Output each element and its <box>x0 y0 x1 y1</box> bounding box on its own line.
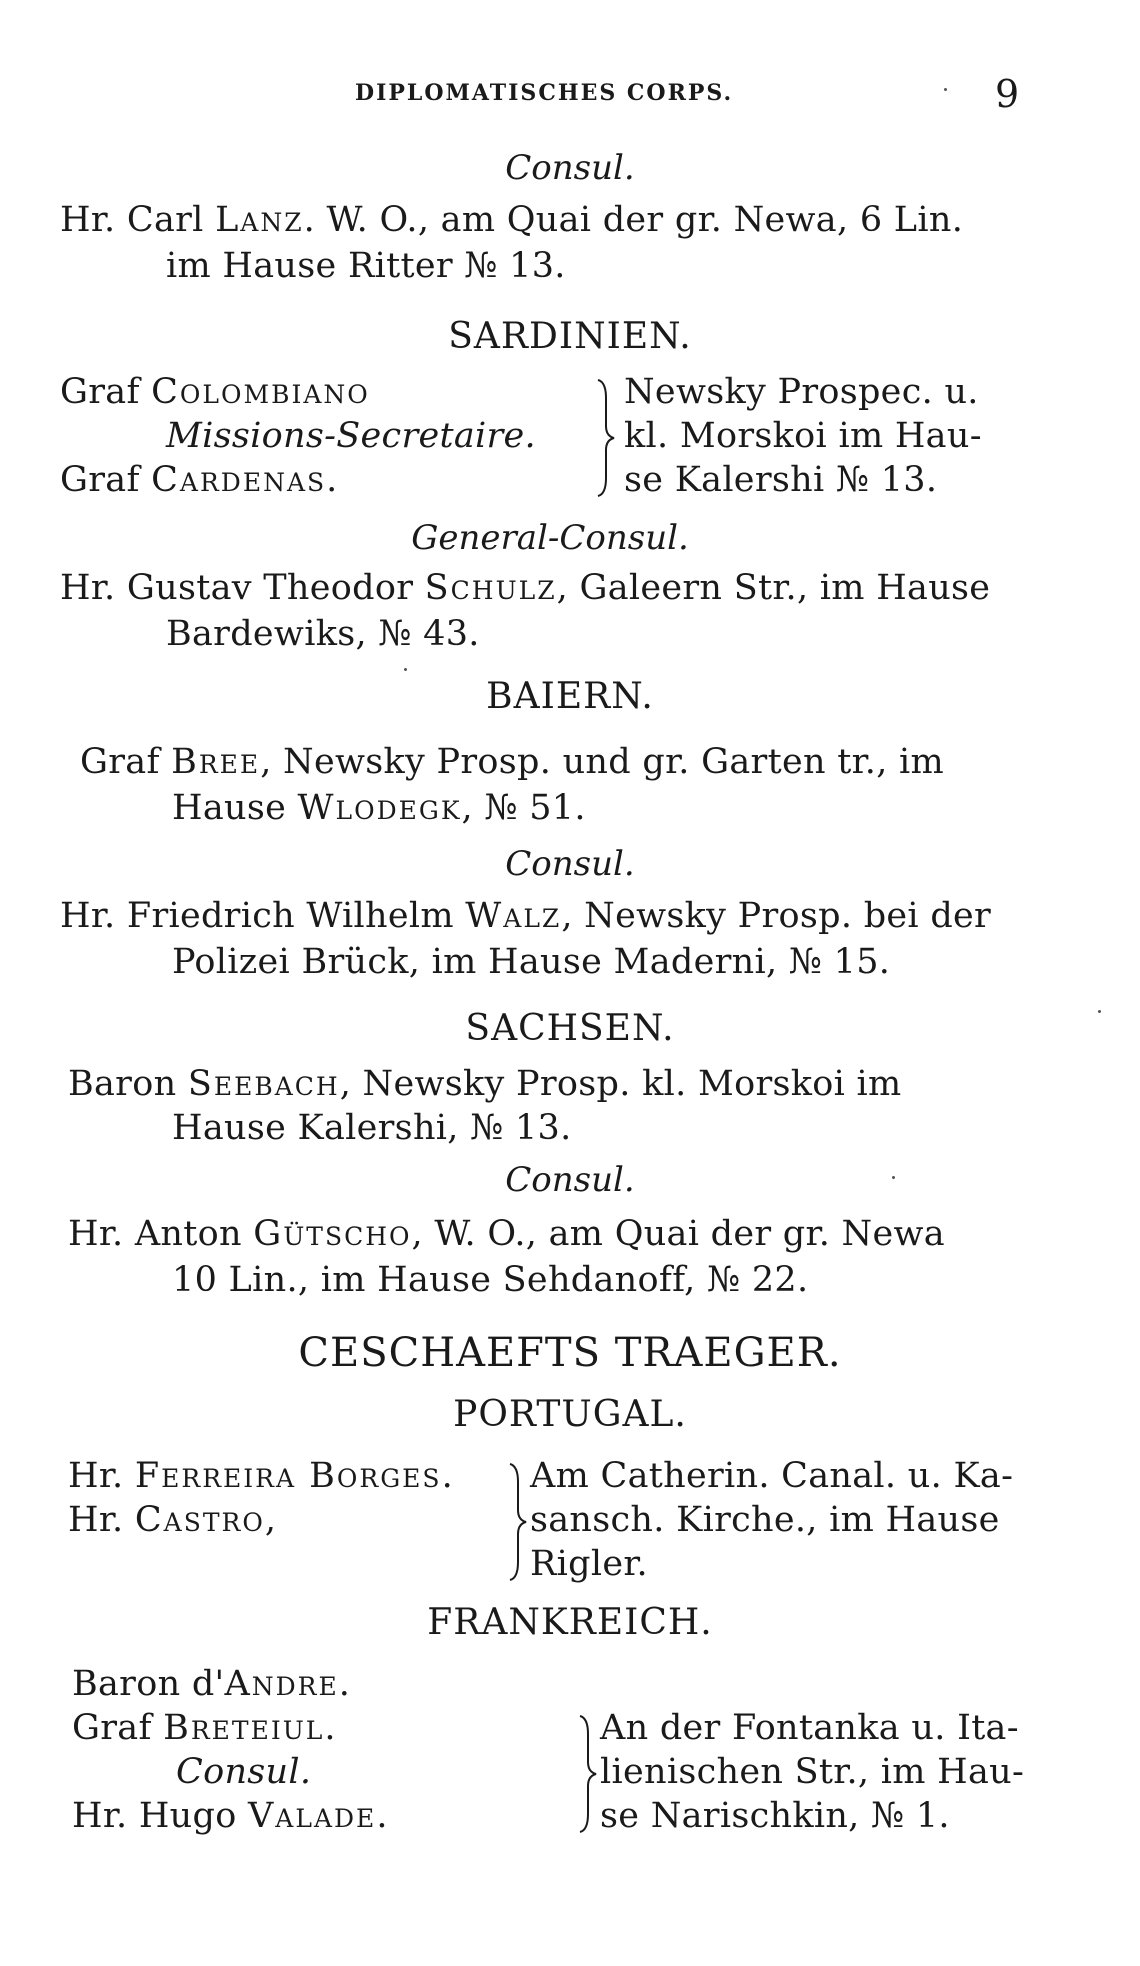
person-name: Wlodegk <box>297 788 462 828</box>
print-speck <box>892 1176 895 1179</box>
section-title-baiern: BAIERN. <box>486 676 654 717</box>
line-rest: , Newsky Prosp. bei der <box>561 896 992 936</box>
line-prefix: Hr. Gustav Theodor <box>60 568 425 608</box>
person-name: Lanz <box>215 200 304 240</box>
person-name: Walz <box>465 896 562 936</box>
person-name: Bree <box>171 742 261 782</box>
line-prefix: Hr. <box>68 1456 135 1496</box>
baiern-consul-subheading: Consul. <box>505 844 635 884</box>
line-prefix: Hause <box>172 788 298 828</box>
print-speck <box>404 668 407 671</box>
line-prefix: Hr. Carl <box>60 200 216 240</box>
running-title: DIPLOMATISCHES CORPS. <box>355 80 734 106</box>
frankreich-address-line-3: se Narischkin, № 1. <box>600 1796 950 1836</box>
baiern-line-1 <box>80 742 944 782</box>
portugal-address-line-3: Rigler. <box>530 1544 648 1584</box>
frankreich-left-row-2 <box>72 1708 336 1748</box>
general-consul-subheading: General-Consul. <box>411 518 689 558</box>
frankreich-address-line-2: lienischen Str., im Hau- <box>600 1752 1025 1792</box>
line-rest: , Newsky Prosp. und gr. Garten tr., im <box>260 742 945 782</box>
sachsen-line-2: Hause Kalershi, № 13. <box>172 1108 572 1148</box>
sardinien-consul-line-2: Bardewiks, № 43. <box>166 614 480 654</box>
print-speck <box>944 88 947 91</box>
line-suffix: . <box>338 1664 351 1704</box>
frankreich-left-row-4 <box>72 1796 388 1836</box>
consul-lanz-line-2: im Hause Ritter № 13. <box>166 246 566 286</box>
section-title-sachsen: SACHSEN. <box>465 1008 675 1049</box>
sardinien-address-line-3: se Kalershi № 13. <box>624 460 938 500</box>
person-name: Cardenas <box>151 460 327 500</box>
line-prefix: Graf <box>80 742 172 782</box>
person-name: Seebach <box>187 1064 340 1104</box>
line-prefix: Baron d' <box>72 1664 225 1704</box>
frankreich-address-line-1: An der Fontanka u. Ita- <box>600 1708 1019 1748</box>
line-prefix: Baron <box>68 1064 188 1104</box>
line-prefix: Hr. <box>68 1500 135 1540</box>
line-rest: , W. O., am Quai der gr. Newa <box>411 1214 945 1254</box>
person-name: Andre <box>224 1664 339 1704</box>
sachsen-consul-line-2: 10 Lin., im Hause Sehdanoff, № 22. <box>172 1260 809 1300</box>
line-prefix: Hr. Hugo <box>72 1796 249 1836</box>
sardinien-left-row-3 <box>60 460 338 500</box>
section-title-frankreich: FRANKREICH. <box>427 1602 713 1643</box>
sardinien-address-line-1: Newsky Prospec. u. <box>624 372 979 412</box>
sachsen-consul-line-1 <box>68 1214 945 1254</box>
baiern-line-2 <box>172 788 586 828</box>
person-name: Castro <box>134 1500 265 1540</box>
person-name: Gütscho <box>253 1214 412 1254</box>
sardinien-left-row-1 <box>60 372 370 412</box>
section-title-portugal: PORTUGAL. <box>453 1394 687 1435</box>
line-prefix: Graf <box>72 1708 164 1748</box>
line-suffix: , <box>264 1500 277 1540</box>
line-prefix: Graf <box>60 460 152 500</box>
portugal-address-line-1: Am Catherin. Canal. u. Ka- <box>530 1456 1014 1496</box>
frankreich-left-row-3: Consul. <box>176 1752 312 1792</box>
line-prefix: Hr. Friedrich Wilhelm <box>60 896 466 936</box>
frankreich-left-row-1 <box>72 1664 350 1704</box>
page-number: 9 <box>995 72 1020 116</box>
line-rest: . W. O., am Quai der gr. Newa, 6 Lin. <box>303 200 964 240</box>
portugal-address-line-2: sansch. Kirche., im Hause <box>530 1500 1000 1540</box>
line-prefix: Hr. Anton <box>68 1214 254 1254</box>
sachsen-consul-subheading: Consul. <box>505 1160 635 1200</box>
person-name: Ferreira Borges <box>134 1456 442 1496</box>
page-header <box>0 72 1140 122</box>
section-title-sardinien: SARDINIEN. <box>448 316 692 357</box>
portugal-left-row-1 <box>68 1456 453 1496</box>
person-name: Breteiul <box>163 1708 325 1748</box>
sardinien-left-row-2: Missions-Secretaire. <box>166 416 536 456</box>
line-suffix: . <box>376 1796 388 1836</box>
brace-icon <box>576 1714 598 1834</box>
brace-icon <box>594 378 616 498</box>
line-prefix: Graf <box>60 372 152 412</box>
section-title-geschaefts-traeger: CESCHAEFTS TRAEGER. <box>298 1330 842 1376</box>
baiern-consul-line-2: Polizei Brück, im Hause Maderni, № 15. <box>172 942 891 982</box>
person-name: Colombiano <box>151 372 370 412</box>
print-speck <box>1098 1010 1101 1013</box>
sardinien-consul-line-1 <box>60 568 990 608</box>
sachsen-line-1 <box>68 1064 902 1104</box>
portugal-left-row-2 <box>68 1500 276 1540</box>
line-rest: , № 51. <box>461 788 586 828</box>
line-rest: , Newsky Prosp. kl. Morskoi im <box>339 1064 902 1104</box>
person-name: Schulz <box>424 568 557 608</box>
person-name: Valade <box>248 1796 377 1836</box>
line-suffix: . <box>326 460 338 500</box>
sardinien-address-line-2: kl. Morskoi im Hau- <box>624 416 982 456</box>
line-rest: , Galeern Str., im Hause <box>556 568 991 608</box>
baiern-consul-line-1 <box>60 896 991 936</box>
consul-subheading: Consul. <box>505 148 635 188</box>
brace-icon <box>506 1462 528 1582</box>
line-suffix: . <box>441 1456 453 1496</box>
consul-lanz-line-1 <box>60 200 963 240</box>
line-suffix: . <box>324 1708 336 1748</box>
